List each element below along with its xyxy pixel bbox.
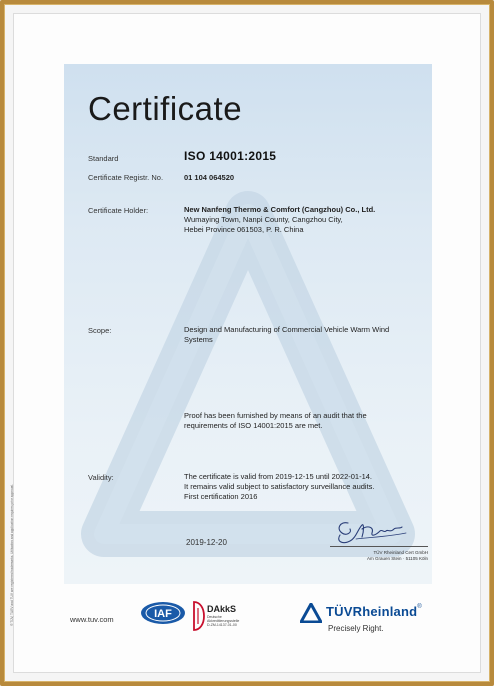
proof-line-2: requirements of ISO 14001:2015 are met.	[184, 421, 323, 430]
tuv-name-text: TÜVRheinland	[326, 604, 418, 619]
dakks-sub-3: D-ZM-14137-01-00	[207, 623, 237, 628]
proof-block	[184, 411, 367, 431]
iaf-text: IAF	[154, 608, 172, 620]
holder-address-1: Wumaying Town, Nanpi County, Cangzhou City,	[184, 215, 343, 224]
signature-line	[330, 546, 428, 547]
registr-label: Certificate Registr. No.	[88, 173, 164, 182]
scope-line-2: Systems	[184, 335, 213, 344]
validity-line-2: It remains valid subject to satisfactory surveillance audits.	[184, 482, 375, 491]
tuv-triangle-icon	[300, 603, 322, 623]
holder-name: New Nanfeng Thermo & Comfort (Cangzhou) Co., Ltd.	[184, 205, 376, 214]
scope-line-1: Design and Manufacturing of Commercial Vehicle Warm Wind	[184, 325, 390, 334]
certificate-panel	[64, 64, 432, 584]
standard-label: Standard	[88, 154, 119, 163]
page-title: Certificate	[88, 90, 243, 127]
footer-url: www.tuv.com	[70, 615, 114, 624]
issuer-block	[330, 550, 428, 562]
registr-value: 01 104 064520	[184, 173, 235, 182]
tuv-tagline: Precisely Right.	[328, 624, 384, 633]
proof-line-1: Proof has been furnished by means of an audit that the	[184, 411, 367, 420]
triangle-watermark	[64, 64, 432, 584]
dakks-name: DAkkS	[207, 604, 237, 614]
validity-block	[184, 472, 375, 502]
dakks-sub	[207, 615, 247, 628]
side-trademark-note: ® TÜV, TUEV and TUV are registered trademarks. Utilisation and application requires prior approval.	[10, 484, 14, 626]
issue-date: 2019-12-20	[186, 538, 227, 547]
validity-line-3: First certification 2016	[184, 492, 258, 501]
scope-block	[184, 325, 389, 345]
standard-value: ISO 14001:2015	[184, 149, 277, 163]
holder-address-2: Hebei Province 061503, P. R. China	[184, 225, 304, 234]
tuv-name	[326, 604, 422, 619]
tuv-registered-mark: ®	[417, 604, 422, 610]
holder-label: Certificate Holder:	[88, 206, 149, 215]
scope-label: Scope:	[88, 326, 112, 335]
signature-image	[326, 515, 416, 549]
issuer-line-2: Am Grauen Stein · 51105 Köln	[367, 556, 428, 561]
validity-line-1: The certificate is valid from 2019-12-15 until 2022-01-14.	[184, 472, 373, 481]
holder-block	[184, 205, 375, 235]
issuer-line-1: TÜV Rheinland Cert GmbH	[373, 550, 428, 555]
dakks-sub-2: Akkreditierungsstelle	[207, 619, 240, 624]
validity-label: Validity:	[88, 473, 114, 482]
dakks-sub-1: Deutsche	[207, 615, 222, 619]
iaf-logo-icon	[140, 601, 186, 625]
